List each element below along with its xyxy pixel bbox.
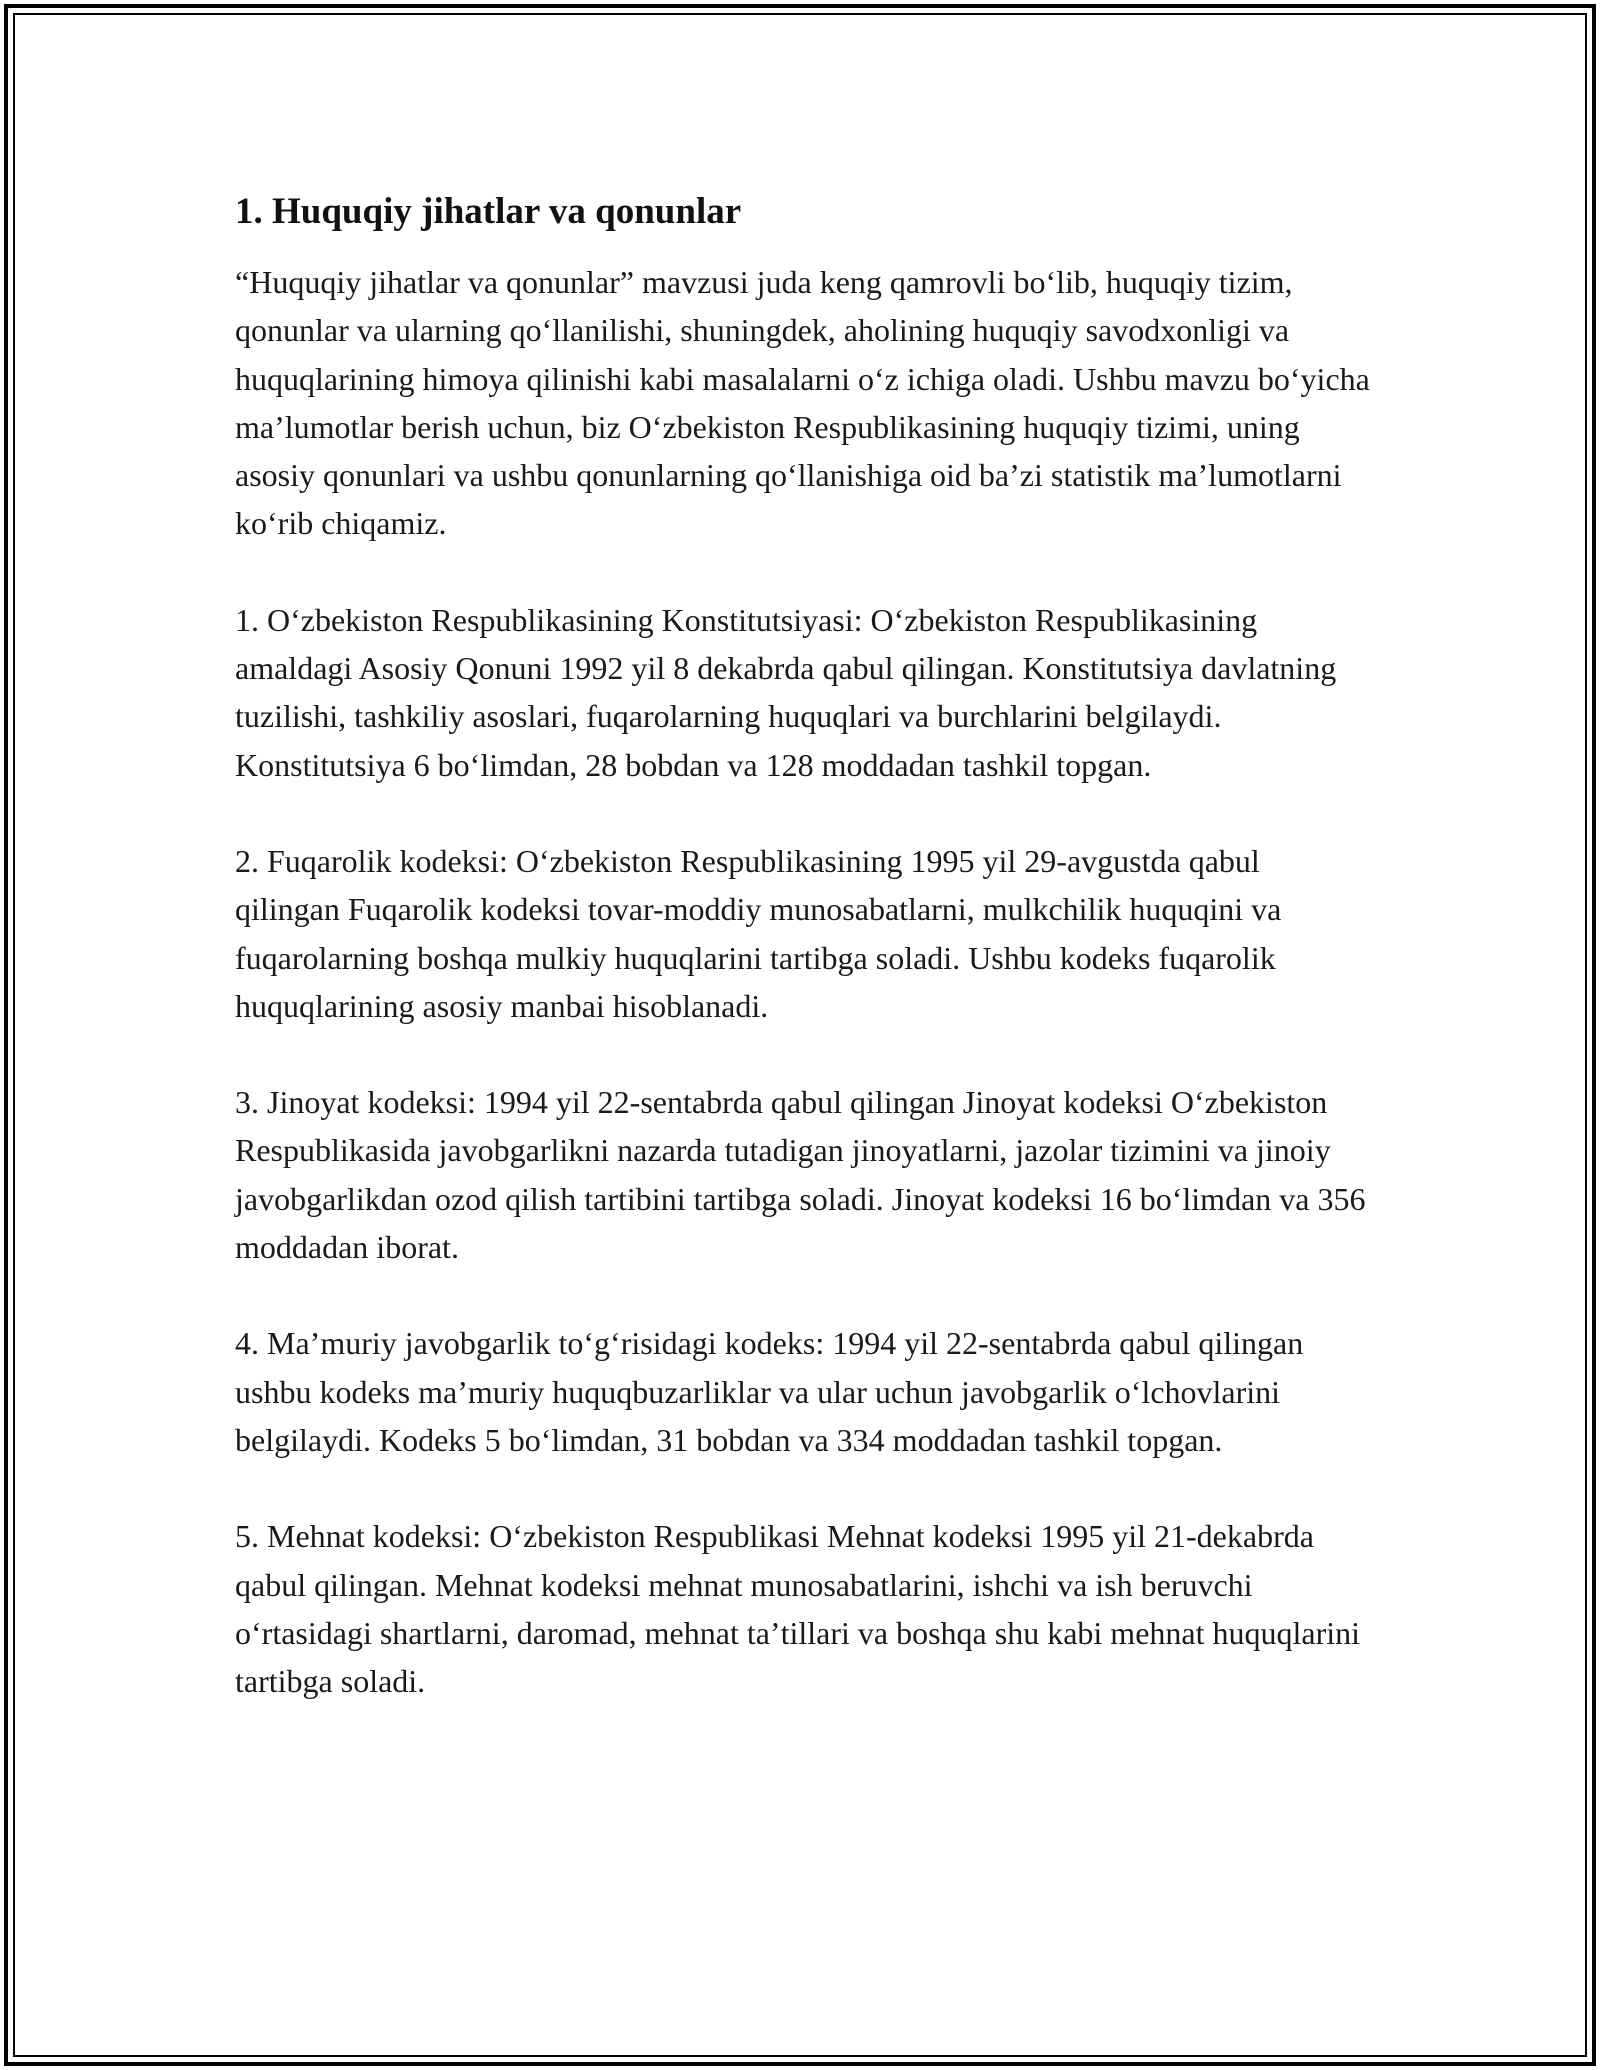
criminal-code-paragraph: 3. Jinoyat kodeksi: 1994 yil 22-sentabrda qabul qilingan Jinoyat kodeksi Oʻzbekiston Respublikasida javobgarlikni nazarda tutadigan jinoyatlarni, jazolar tizimini va jinoiy javobgarlikdan ozod qilish tartibini tartibga soladi. Jinoyat kodeksi 16 boʻlimdan va 356 moddadan iborat.	[235, 1084, 1366, 1266]
civil-code-paragraph: 2. Fuqarolik kodeksi: Oʻzbekiston Respublikasining 1995 yil 29-avgustda qabul qilingan Fuqarolik kodeksi tovar-moddiy munosabatlarni, mulkchilik huquqini va fuqarolarning boshqa mulkiy huquqlarini tartibga soladi. Ushbu kodeks fuqarolik huquqlarining asosiy manbai hisoblanadi.	[235, 842, 1282, 1024]
document-page	[235, 186, 1370, 1753]
intro-paragraph: “Huquqiy jihatlar va qonunlar” mavzusi juda keng qamrovli boʻlib, huquqiy tizim, qonunlar va ularning qoʻllanilishi, shuningdek, aholining huquqiy savodxonligi va huquqlarining himoya qilinishi kabi masalalarni oʻz ichiga oladi. Ushbu mavzu boʻyicha maʼlumotlar berish uchun, biz Oʻzbekiston Respublikasining huquqiy tizimi, uning asosiy qonunlari va ushbu qonunlarning qoʻllanishiga oid baʼzi statistik maʼlumotlarni koʻrib chiqamiz.	[235, 264, 1370, 542]
administrative-code-paragraph: 4. Maʼmuriy javobgarlik toʻgʻrisidagi kodeks: 1994 yil 22-sentabrda qabul qilingan ushbu kodeks maʼmuriy huquqbuzarliklar va ular uchun javobgarlik oʻlchovlarini belgilaydi. Kodeks 5 boʻlimdan, 31 bobdan va 334 moddadan tashkil topgan.	[235, 1325, 1304, 1458]
constitution-paragraph: 1. Oʻzbekiston Respublikasining Konstitutsiyasi: Oʻzbekiston Respublikasining amaldagi Asosiy Qonuni 1992 yil 8 dekabrda qabul qilingan. Konstitutsiya davlatning tuzilishi, tashkiliy asoslari, fuqarolarning huquqlari va burchlarini belgilaydi. Konstitutsiya 6 boʻlimdan, 28 bobdan va 128 moddadan tashkil topgan.	[235, 601, 1337, 783]
labor-code-paragraph: 5. Mehnat kodeksi: Oʻzbekiston Respublikasi Mehnat kodeksi 1995 yil 21-dekabrda qabul qilingan. Mehnat kodeksi mehnat munosabatlarini, ishchi va ish beruvchi oʻrtasidagi shartlarni, daromad, mehnat taʼtillari va boshqa shu kabi mehnat huquqlarini tartibga soladi.	[235, 1518, 1361, 1700]
section-heading: 1. Huquqiy jihatlar va qonunlar	[235, 191, 742, 232]
